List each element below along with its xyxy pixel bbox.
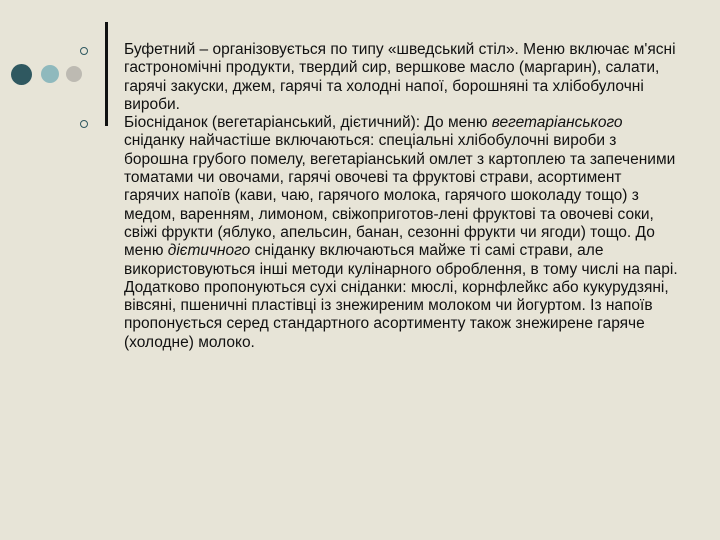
bullet-text (124, 114, 678, 352)
bullet-item-bio-breakfast (78, 114, 678, 352)
circle-bullet-icon (80, 120, 88, 128)
italic-term: дієтичного (167, 242, 251, 260)
italic-term: вегетаріанського (491, 114, 623, 132)
text-part: сніданку найчастіше включаються: спеціальні хлібобулочні вироби з борошна грубого помелу, вегетаріанський омлет з картоплею та запеченими томатами чи овочами, гарячі овочеві та фруктові страви, асортимент гарячих напоїв (кави, чаю, гарячого молока, гарячого шоколаду тощо) з медом, варенням, лимоном, свіжоприготов-лені фруктові та овочеві соки, свіжі фрукти (яблуко, апельсин, банан, сезонні фрукти чи ягоди) тощо. До меню (124, 132, 676, 260)
decor-dot-dark (11, 64, 32, 85)
text-part: Біосніданок (вегетаріанський, дієтичний): До меню (124, 114, 492, 132)
circle-bullet-icon (80, 47, 88, 55)
bullet-text: Буфетний – організовується по типу «шведський стіл». Меню включає м'ясні гастрономічні продукти, твердий сир, вершкове масло (маргарин), салати, гарячі закуски, джем, гарячі та холодні напої, борошняні та хлібобулочні вироби. (124, 41, 676, 113)
decor-dot-teal (41, 65, 59, 83)
text-part: сніданку включаються майже ті самі страви, але використовуються інші методи кулінарного оброблення, в тому числі на парі. Додатково пропонуються сухі сніданки: мюслі, корнфлейкс або кукурудзяні, вівсяні, пшеничні пластівці із знежиреним молоком чи йогуртом. Із напоїв пропонується серед стандартного асортименту також знежирене гаряче (холодне) молоко. (124, 242, 678, 351)
bullet-item-buffet (78, 41, 678, 114)
bullet-list (78, 41, 678, 352)
